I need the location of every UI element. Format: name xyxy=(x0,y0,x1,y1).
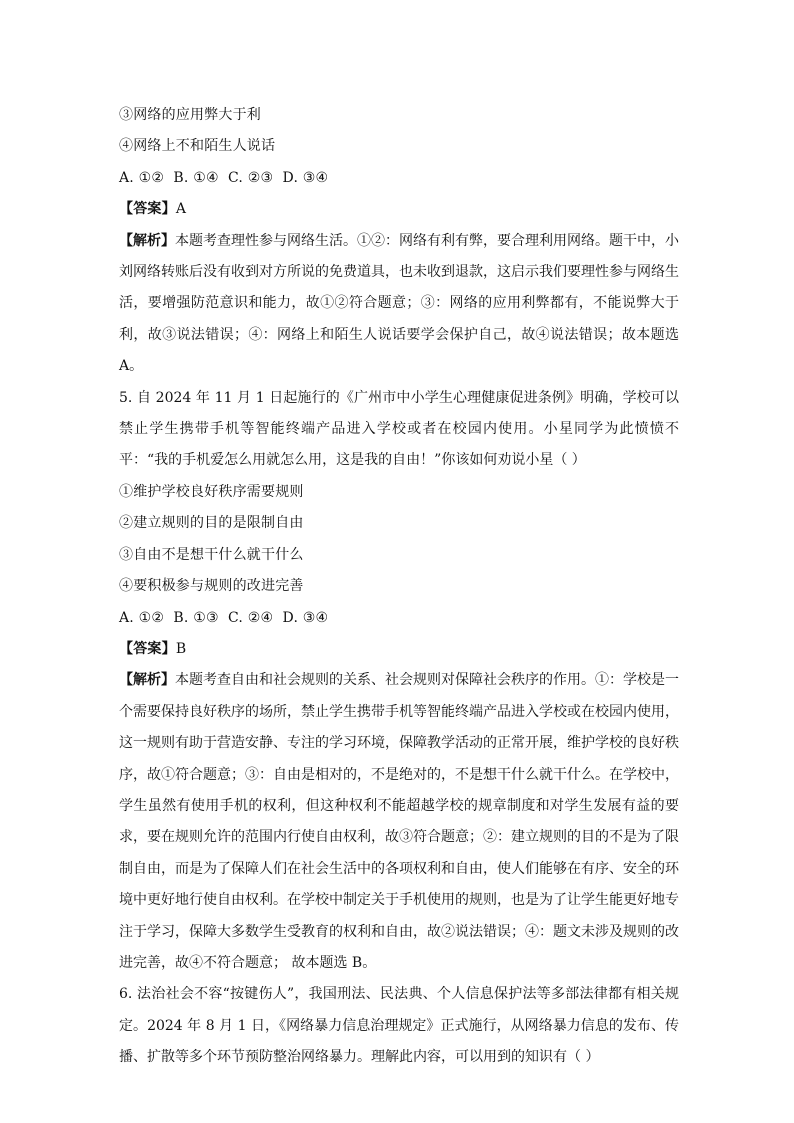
q5-stem: 5. 自 2024 年 11 月 1 日起施行的《广州市中小学生心理健康促进条例》明确，学校可以禁止学生携带手机等智能终端产品进入学校或者在校园内使用。小星同学为此愤愤不平：“我的手机爱怎么用就怎么用，这是我的自由！”你该如何劝说小星（ ） xyxy=(119,389,679,469)
q5-option-1: ①维护学校良好秩序需要规则 xyxy=(119,483,304,500)
q4-analysis xyxy=(119,226,679,383)
q5-option-2: ②建立规则的目的是限制自由 xyxy=(119,515,304,532)
q4-analysis-text: 本题考查理性参与网络生活。①②：网络有利有弊，要合理利用网络。题干中，小刘网络转账后没有收到对方所说的免费道具，也未收到退款，这启示我们要理性参与网络生活，要增强防范意识和能力，故①②符合题意；③：网络的应用利弊都有，不能说弊大于利，故③说法错误；④：网络上和陌生人说话要学会保护自己，故④说法错误；故本题选 A。 xyxy=(119,232,679,375)
q5-analysis-text: 本题考查自由和社会规则的关系、社会规则对保障社会秩序的作用。①：学校是一个需要保持良好秩序的场所，禁止学生携带手机等智能终端产品进入学校或在校园内使用，这一规则有助于营造安静、专注的学习环境，保障教学活动的正常开展，维护学校的良好秩序，故①符合题意；③：自由是相对的，不是绝对的，不是想干什么就干什么。在学校中，学生虽然有使用手机的权利，但这种权利不能超越学校的规章制度和对学生发展有益的要求，要在规则允许的范围内行使自由权利，故③符合题意；②：建立规则的目的不是为了限制自由，而是为了保障人们在社会生活中的各项权利和自由，使人们能够在有序、安全的环境中更好地行使自由权利。在学校中制定关于手机使用的规则，也是为了让学生能更好地专注于学习，保障大多数学生受教育的权利和自由，故②说法错误；④：题文未涉及规则的改进完善，故④不符合题意； 故本题选 B。 xyxy=(119,672,679,971)
q4-option-4: ④网络上不和陌生人说话 xyxy=(119,138,276,155)
q5-analysis xyxy=(119,665,679,979)
q4-answer-value: A xyxy=(175,201,187,218)
q5-answer-value: B xyxy=(175,640,187,657)
q4-analysis-tag: 【解析】 xyxy=(119,232,175,249)
q4-choices: A. ①② B. ①④ C. ②③ D. ③④ xyxy=(119,169,329,186)
q4-answer-tag: 【答案】 xyxy=(119,201,176,218)
q4-option-3: ③网络的应用弊大于利 xyxy=(119,107,261,123)
q6-stem: 6. 法治社会不容“按键伤人”，我国刑法、民法典、个人信息保护法等多部法律都有相关规定。2024 年 8 月 1 日，《网络暴力信息治理规定》正式施行，从网络暴力信息的发布、传播、扩散等多个环节预防整治网络暴力。理解此内容，可以用到的知识有（ ） xyxy=(119,986,679,1066)
q4-answer xyxy=(119,194,679,225)
q5-choices: A. ①② B. ①③ C. ②④ D. ③④ xyxy=(119,609,329,626)
q5-answer xyxy=(119,634,679,665)
q5-option-3: ③自由不是想干什么就干什么 xyxy=(119,546,304,563)
q5-answer-tag: 【答案】 xyxy=(119,640,176,657)
document-content xyxy=(119,100,679,1074)
q5-option-4: ④要积极参与规则的改进完善 xyxy=(119,578,304,595)
q5-analysis-tag: 【解析】 xyxy=(119,672,175,689)
